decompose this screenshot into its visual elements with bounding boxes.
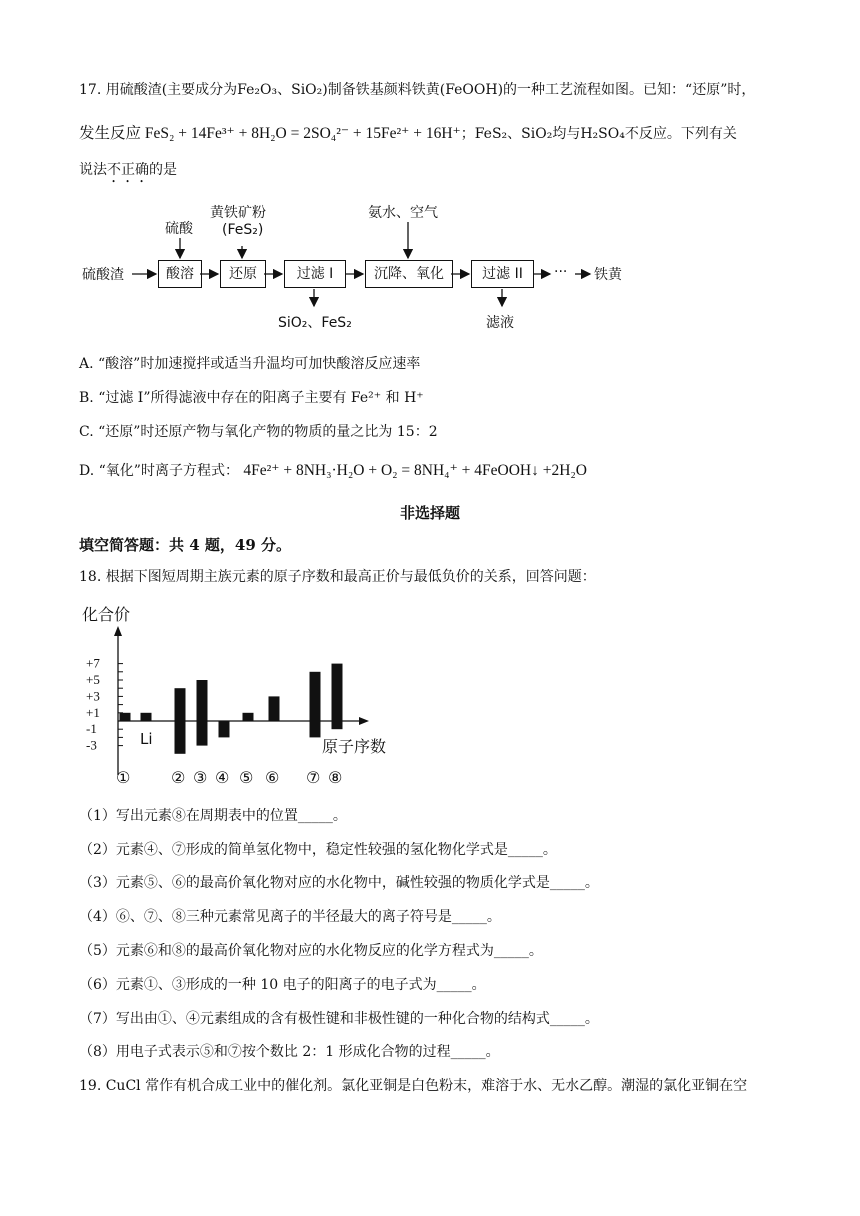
flow-step-reduce: 还原 xyxy=(220,260,266,288)
q17-stem-line1: 17. 用硫酸渣(主要成分为Fe₂O₃、SiO₂)制备铁基颜料铁黄(FeOOH)的一种工艺流程如图。已知：“还原”时， xyxy=(79,82,756,98)
flow-start-label: 硫酸渣 xyxy=(82,267,124,283)
bar-max-valence xyxy=(197,680,208,721)
y-axis-arrow xyxy=(114,626,122,636)
q18-question-2: （2）元素④、⑦形成的简单氢化物中，稳定性较强的氢化物化学式是_____。 xyxy=(79,842,557,858)
flow-acid-label: 硫酸 xyxy=(165,221,193,237)
q18-question-6: （6）元素①、③形成的一种 10 电子的阳离子的电子式为_____。 xyxy=(79,977,486,993)
bar-max-valence xyxy=(141,713,152,721)
y-tick-label: +1 xyxy=(86,704,100,720)
bar-max-valence xyxy=(175,688,186,721)
flow-pyrite-formula: (FeS₂) xyxy=(222,222,264,238)
bar-max-valence xyxy=(120,713,131,721)
q17-stem-text-end: 的是 xyxy=(149,162,177,178)
valence-chart xyxy=(78,600,388,790)
flow-residue-1: SiO₂、FeS₂ xyxy=(278,315,352,331)
section-title: 非选择题 xyxy=(399,504,460,522)
q17-reaction-equation: 发生反应 FeS₂ + 14Fe³⁺ + 8H₂O = 2SO₄²⁻ + 15Fe²⁺ + 16H⁺ xyxy=(79,125,461,142)
q18-question-1: （1）写出元素⑧在周期表中的位置_____。 xyxy=(79,808,347,824)
y-tick-label: -3 xyxy=(86,737,97,753)
y-tick-label: +5 xyxy=(86,672,100,687)
flow-ellipsis: ··· xyxy=(554,264,568,280)
q17-option-d-prefix: D. “氧化”时离子方程式： xyxy=(79,463,239,479)
y-tick-label: -1 xyxy=(86,721,97,737)
flow-ammonia-label: 氨水、空气 xyxy=(368,205,438,221)
q17-option-b: B. “过滤 I”所得滤液中存在的阳离子主要有 Fe²⁺ 和 H⁺ xyxy=(79,390,424,406)
valence-chart-svg xyxy=(78,600,388,790)
bar-min-valence xyxy=(219,721,230,737)
q18-question-7: （7）写出由①、④元素组成的含有极性键和非极性键的一种化合物的结构式_____。 xyxy=(79,1011,599,1027)
q17-option-d-equation: 4Fe²⁺ + 8NH₃·H₂O + O₂ = 8NH₄⁺ + 4FeOOH↓ +2H₂O xyxy=(243,462,588,479)
bar-max-valence xyxy=(269,696,280,721)
element-label: Li xyxy=(140,730,153,748)
q17-option-a: A. “酸溶”时加速搅拌或适当升温均可加快酸溶反应速率 xyxy=(79,356,421,372)
y-tick-label: +3 xyxy=(86,688,100,704)
element-label: ② xyxy=(171,768,186,787)
q18-question-3: （3）元素⑤、⑥的最高价氧化物对应的水化物中，碱性较强的物质化学式是_____。 xyxy=(79,875,599,891)
bar-min-valence xyxy=(332,721,343,729)
flow-step-settle-oxidize: 沉降、氧化 xyxy=(365,260,453,288)
q18-question-5: （5）元素⑥和⑧的最高价氧化物对应的水化物反应的化学方程式为_____。 xyxy=(79,943,543,959)
q18-question-4: （4）⑥、⑦、⑧三种元素常见离子的半径最大的离子符号是_____。 xyxy=(79,909,501,925)
flow-step-acid-dissolve: 酸溶 xyxy=(158,260,202,288)
element-label: ⑥ xyxy=(265,768,280,787)
flow-step-filter-2: 过滤 II xyxy=(471,260,534,288)
q18-stem: 18. 根据下图短周期主族元素的原子序数和最高正价与最低负价的关系，回答问题： xyxy=(79,569,596,585)
element-label: ⑤ xyxy=(239,768,254,787)
q17-stem-line2-rest: ；FeS₂、SiO₂均与H₂SO₄不反应。下列有关 xyxy=(460,126,737,142)
element-label: ⑦ xyxy=(306,768,321,787)
flow-residue-2: 滤液 xyxy=(486,315,514,331)
x-axis-arrow xyxy=(359,717,369,725)
bar-max-valence xyxy=(332,664,343,721)
q17-emphasis-text: 不正确 xyxy=(107,162,149,178)
element-label: ④ xyxy=(215,768,230,787)
flow-product-label: 铁黄 xyxy=(594,267,622,283)
bar-max-valence xyxy=(310,672,321,721)
element-label: ⑧ xyxy=(328,768,343,787)
process-flow-diagram xyxy=(70,196,670,336)
section-subtitle: 填空简答题：共 4 题，49 分。 xyxy=(79,536,291,554)
q17-option-d xyxy=(79,461,587,481)
q17-option-c: C. “还原”时还原产物与氧化产物的物质的量之比为 15：2 xyxy=(79,424,438,440)
q18-question-8: （8）用电子式表示⑤和⑦按个数比 2：1 形成化合物的过程_____。 xyxy=(79,1044,500,1060)
element-label: ① xyxy=(116,768,131,787)
q17-stem-line2 xyxy=(79,124,737,144)
q17-stem-text: 说法 xyxy=(79,162,107,178)
x-axis-label: 原子序数 xyxy=(322,737,387,756)
q17-stem-line3 xyxy=(79,160,177,186)
element-label: ③ xyxy=(193,768,208,787)
y-tick-label: +7 xyxy=(86,655,100,671)
flow-step-filter-1: 过滤 I xyxy=(284,260,346,288)
q19-stem: 19. CuCl 常作有机合成工业中的催化剂。氯化亚铜是白色粉末，难溶于水、无水乙醇。潮湿的氯化亚铜在空 xyxy=(79,1078,748,1094)
flow-pyrite-label: 黄铁矿粉 xyxy=(210,205,266,221)
y-axis-label: 化合价 xyxy=(82,605,131,624)
bar-min-valence xyxy=(175,721,186,754)
bar-min-valence xyxy=(310,721,321,737)
bar-min-valence xyxy=(197,721,208,746)
bar-max-valence xyxy=(243,713,254,721)
